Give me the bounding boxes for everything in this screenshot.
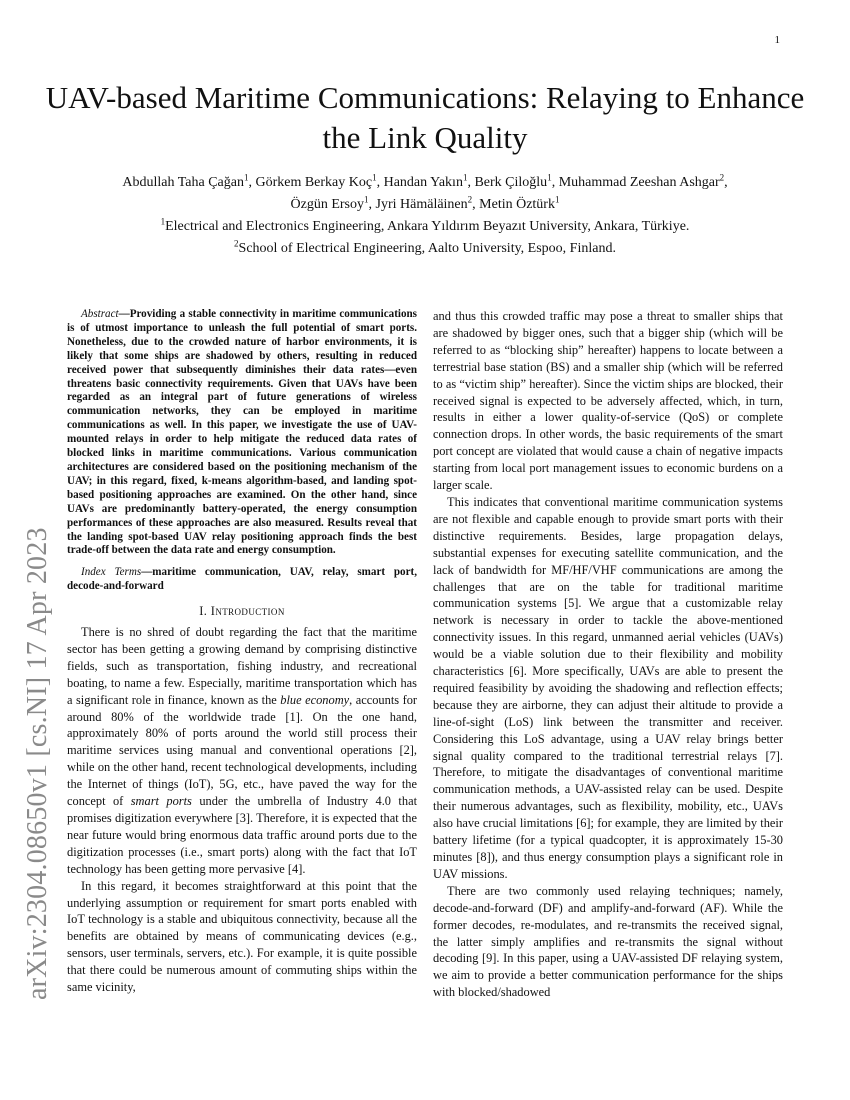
- left-column: [67, 308, 417, 996]
- author-name: Görkem Berkay Koç: [255, 175, 373, 190]
- author-list-line-1: Abdullah Taha Çağan$^1$, Görkem Berkay Koç$^1$, Handan Yakın$^1$, Berk Çiloğlu$^1$, Muhammad Zeeshan Ashgar$^2$,: [122, 172, 728, 190]
- author-name: Metin Öztürk: [479, 197, 555, 212]
- author-block: [40, 172, 810, 260]
- affiliation-1: $^1$Electrical and Electronics Engineering, Ankara Yıldırım Beyazıt University, Ankara, Türkiye.: [160, 216, 690, 234]
- index-terms: Index Terms—maritime communication, UAV, relay, smart port, decode-and-forward: [67, 566, 417, 593]
- author-name: Muhammad Zeeshan Ashgar: [558, 175, 720, 190]
- intro-paragraph-1: There is no shred of doubt regarding the fact that the maritime sector has been getting a growing demand by comprising distinctive fields, such as transportation, fishing industry, and recreational boating, to name a few. Especially, maritime transportation which has a significant role in finance, known as the blue economy, accounts for around 80% of the worldwide trade [1]. On the one hand, approximately 80% of ports around the world still process their maritime services using manual and conventional operations [2], while on the other hand, recent technological developments, including the Internet of things (IoT), 5G, etc., have paved the way for the concept of smart ports under the umbrella of Industry 4.0 that promises digitization everywhere [3]. Therefore, it is expected that the near future would bring enormous data traffic around ports due to the digitization processes (i.e., smart ports) along with the fact that IoT technology has been getting more pervasive [4].: [67, 625, 418, 876]
- paper-title: UAV-based Maritime Communications: Relaying to Enhance the Link Quality: [45, 80, 805, 155]
- affiliation-2: $^2$School of Electrical Engineering, Aalto University, Espoo, Finland.: [234, 238, 616, 256]
- intro-paragraph-2-continued: and thus this crowded traffic may pose a threat to smaller ships that are shadowed by bigger ones, such that a bigger ship (which will be referred to as “blocking ship” hereafter) happens to locate between a terrestrial base station (BS) and a smaller ship (which will be referred to as “victim ship” hereafter). Since the victim ships are blocked, their received signal is expected to be adversely affected, which, in turn, results in either a lower quality-of-service (QoS) or complete connection drops. In other words, the basic requirements of the smart port concept are violated that would cause a chain of negative impacts starting from local port management issues to economic burdens on a larger scale.: [433, 309, 783, 493]
- index-terms-label: Index Terms: [81, 566, 142, 579]
- abstract-label: Abstract: [81, 308, 119, 320]
- author-name: Jyri Hämäläinen: [375, 197, 468, 212]
- author-name: Özgün Ersoy: [290, 197, 365, 212]
- intro-paragraph-2: In this regard, it becomes straightforward at this point that the underlying assumption or requirement for smart ports enabled with IoT technology is a stable and ubiquitous connectivity, because all the benefits are obtained by means of communicating devices (e.g., sensors, user terminals, servers, etc.). For example, it is quite possible that there could be numerous amount of commuting ships within the same vicinity,: [67, 878, 417, 995]
- abstract: Abstract—Providing a stable connectivity in maritime communications is of utmost importance to unleash the full potential of smart ports. Nonetheless, due to the crowded nature of harbor environments, it is likely that some ships are shadowed by others, resulting in reduced received power that subsequently diminishes their data rates—even threatens basic connectivity requirements. Given that UAVs have been regarded as an integral part of future generations of wireless communication networks, they can be employed in maritime communications as well. In this paper, we investigate the use of UAV-mounted relays in order to help mitigate the reduced data rates of blocked links in maritime communications. Various communication architectures are considered based on the positioning mechanism of the UAV; in this regard, fixed, k-means algorithm-based, and landing spot-based positioning approaches are examined. On the other hand, since UAVs are predominantly battery-operated, the energy consumption performances of these approaches are also measured. Results reveal that the landing spot-based UAV relay positioning approach finds the best trade-off between the data rate and energy consumption.: [67, 308, 417, 557]
- author-name: Berk Çiloğlu: [474, 175, 548, 190]
- page-number: 1: [774, 34, 780, 46]
- right-column: [433, 308, 783, 1001]
- section-heading-introduction: I. Introduction: [199, 604, 285, 619]
- arxiv-stamp: arXiv:2304.08650v1 [cs.NI] 17 Apr 2023: [22, 527, 53, 1000]
- intro-paragraph-4: There are two commonly used relaying techniques; namely, decode-and-forward (DF) and amplify-and-forward (AF). While the former decodes, re-modulates, and re-transmits the received signal, the latter simply amplifies and re-transmits the signal without decoding [9]. In this paper, using a UAV-assisted DF relaying system, we aim to provide a better communication performance for the ships with blocked/shadowed: [433, 883, 783, 1000]
- author-list-line-2: Özgün Ersoy$^1$, Jyri Hämäläinen$^2$, Metin Öztürk$^1$: [290, 194, 560, 212]
- intro-paragraph-3: This indicates that conventional maritime communication systems are not flexible and capable enough to provide smart ports with their distinctive requirements. Besides, large propagation delays, substantial expenses for executing satellite communication, and the lack of bandwidth for MF/HF/VHF communications are among the challenges that are on the table for traditional maritime communication systems [5]. We argue that a customizable relay network is necessary in order to tackle the above-mentioned connectivity issues. In this regard, unmanned aerial vehicles (UAVs) would be a viable solution due to their flexibility and mobility characteristics [6]. More specifically, UAVs are able to present the required feasibility by avoiding the shadowing and reflection effects; because they are airborne, they can adjust their altitude to provide a line-of-sight (LoS) link between the transmitter and receiver. Considering this LoS advantage, using a UAV relay brings better signal quality compared to the traditional terrestrial relays [7]. Therefore, to mitigate the disadvantages of conventional maritime communication methods, a UAV-assisted relay can be used. Despite their numerous advantages, such as flexibility, mobility, etc., UAVs also have crucial limitations [6]; for example, they are limited by their battery lifetime (for a typical quadcopter, it is approximately 15-30 minutes [8]), and thus energy consumption plays a significant role in UAV missions.: [433, 494, 783, 881]
- author-name: Handan Yakın: [383, 175, 463, 190]
- author-name: Abdullah Taha Çağan: [122, 175, 244, 190]
